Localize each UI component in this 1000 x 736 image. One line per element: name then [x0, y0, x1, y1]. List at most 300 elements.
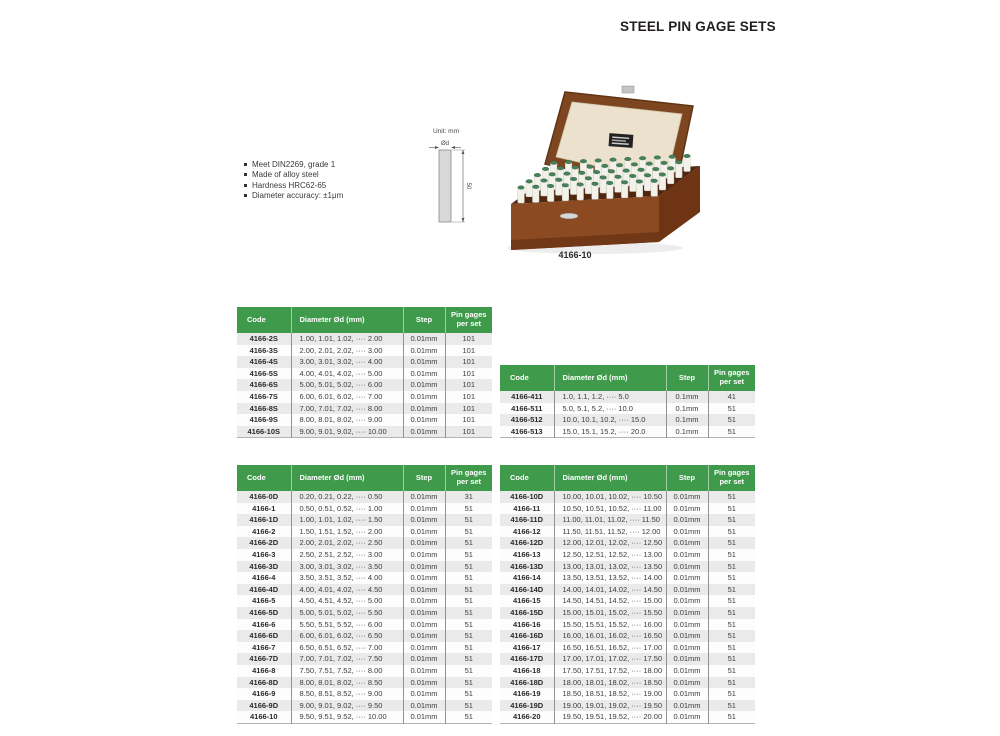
cell-step: 0.01mm — [403, 356, 445, 368]
cell-dia: 1.00, 1.01, 1.02, ···· 2.00 — [291, 333, 403, 345]
cell-dia: 16.50, 16.51, 16.52, ···· 17.00 — [554, 642, 666, 654]
cell-code: 4166-12 — [500, 526, 554, 538]
cell-step: 0.01mm — [403, 572, 445, 584]
feature-item — [244, 191, 343, 201]
cell-set: 51 — [708, 403, 755, 415]
cell-dia: 11.50, 11.51, 11.52, ···· 12.00 — [554, 526, 666, 538]
cell-dia: 15.0, 15.1, 15.2, ···· 20.0 — [554, 426, 666, 438]
cell-step: 0.01mm — [403, 414, 445, 426]
cell-step: 0.1mm — [666, 426, 708, 438]
table-row — [237, 356, 492, 368]
pin-gage — [518, 188, 525, 204]
cell-dia: 7.50, 7.51, 7.52, ···· 8.00 — [291, 665, 403, 677]
cell-set: 51 — [445, 503, 492, 515]
pin-gage-cap — [556, 178, 563, 182]
cell-set: 51 — [445, 549, 492, 561]
pin-gage — [556, 180, 563, 196]
lid-label — [609, 133, 634, 148]
cell-dia: 12.00, 12.01, 12.02, ···· 12.50 — [554, 537, 666, 549]
pin-gage-cap — [565, 160, 572, 164]
cell-step: 0.1mm — [666, 391, 708, 403]
pin-gage-cap — [654, 156, 661, 160]
cell-step: 0.01mm — [666, 549, 708, 561]
pin-gage-cap — [684, 154, 691, 158]
table-row — [500, 630, 755, 642]
cell-step: 0.01mm — [403, 584, 445, 596]
pin-gage-cap — [646, 162, 653, 166]
cell-dia: 11.00, 11.01, 11.02, ···· 11.50 — [554, 514, 666, 526]
cell-set: 51 — [708, 665, 755, 677]
pin-gage-cap — [570, 177, 577, 181]
cell-step: 0.01mm — [403, 391, 445, 403]
cell-set: 51 — [708, 642, 755, 654]
table-header-row — [500, 465, 755, 491]
square-bullet-icon — [244, 163, 247, 166]
pin-gage-cap — [669, 155, 676, 159]
feature-item — [244, 160, 343, 170]
cell-code: 4166-7 — [237, 642, 291, 654]
square-bullet-icon — [244, 173, 247, 176]
table-row — [500, 526, 755, 538]
lid-clasp — [622, 86, 634, 93]
cell-set: 41 — [708, 391, 755, 403]
cell-code: 4166-5 — [237, 595, 291, 607]
cell-code: 4166-513 — [500, 426, 554, 438]
cell-set: 101 — [445, 333, 492, 345]
pin-gage-cap — [551, 161, 558, 165]
cell-code: 4166-512 — [500, 414, 554, 426]
pin-gage-cap — [616, 163, 623, 167]
table-row — [500, 584, 755, 596]
cell-set: 51 — [708, 711, 755, 723]
cell-code: 4166-14 — [500, 572, 554, 584]
cell-code: 4166-511 — [500, 403, 554, 415]
feature-item — [244, 170, 343, 180]
cell-code: 4166-11 — [500, 503, 554, 515]
cell-step: 0.1mm — [666, 414, 708, 426]
cell-dia: 3.50, 3.51, 3.52, ···· 4.00 — [291, 572, 403, 584]
cell-set: 51 — [445, 688, 492, 700]
cell-step: 0.01mm — [666, 677, 708, 689]
pin-gage-cap — [579, 171, 586, 175]
arrowhead — [462, 218, 465, 222]
cell-step: 0.01mm — [666, 561, 708, 573]
table-row — [237, 653, 492, 665]
cell-step: 0.01mm — [403, 549, 445, 561]
pin-gage-cap — [676, 160, 683, 164]
cell-code: 4166-6D — [237, 630, 291, 642]
cell-set: 51 — [445, 537, 492, 549]
cell-step: 0.01mm — [666, 653, 708, 665]
cell-code: 4166-10 — [237, 711, 291, 723]
table-row — [237, 414, 492, 426]
cell-set: 51 — [708, 607, 755, 619]
cell-code: 4166-9 — [237, 688, 291, 700]
cell-dia: 13.50, 13.51, 13.52, ···· 14.00 — [554, 572, 666, 584]
cell-set: 51 — [708, 503, 755, 515]
cell-set: 51 — [445, 677, 492, 689]
cell-dia: 4.50, 4.51, 4.52, ···· 5.00 — [291, 595, 403, 607]
column-header-code: Code — [237, 307, 291, 333]
cell-dia: 15.50, 15.51, 15.52, ···· 16.00 — [554, 619, 666, 631]
cell-code: 4166-10S — [237, 426, 291, 438]
pin-gage — [676, 162, 683, 178]
cell-dia: 1.00, 1.01, 1.02, ···· 1.50 — [291, 514, 403, 526]
cell-set: 51 — [708, 426, 755, 438]
column-header-step: Step — [666, 365, 708, 391]
table-row — [500, 491, 755, 503]
page-title: STEEL PIN GAGE SETS — [620, 19, 776, 34]
table-row — [237, 700, 492, 712]
pin-shape — [439, 150, 451, 222]
table-row — [500, 607, 755, 619]
cell-dia: 2.50, 2.51, 2.52, ···· 3.00 — [291, 549, 403, 561]
pin-gage-cap — [577, 183, 584, 187]
cell-dia: 5.00, 5.01, 5.02, ···· 5.50 — [291, 607, 403, 619]
table-row — [500, 711, 755, 723]
cell-step: 0.01mm — [403, 607, 445, 619]
cell-dia: 2.00, 2.01, 2.02, ···· 2.50 — [291, 537, 403, 549]
cell-code: 4166-11D — [500, 514, 554, 526]
table-row — [237, 630, 492, 642]
cell-code: 4166-4S — [237, 356, 291, 368]
cell-step: 0.01mm — [666, 526, 708, 538]
cell-code: 4166-19 — [500, 688, 554, 700]
cell-set: 51 — [445, 607, 492, 619]
feature-text: Meet DIN2269, grade 1 — [252, 160, 336, 169]
table-row — [500, 700, 755, 712]
table-row — [237, 711, 492, 723]
pin-gage — [585, 178, 592, 194]
cell-code: 4166-13D — [500, 561, 554, 573]
pin-gage — [644, 175, 651, 191]
product-caption: 4166-10 — [558, 250, 592, 260]
cell-dia: 10.00, 10.01, 10.02, ···· 10.50 — [554, 491, 666, 503]
cell-set: 101 — [445, 368, 492, 380]
cell-dia: 0.50, 0.51, 0.52, ···· 1.00 — [291, 503, 403, 515]
column-header-per-set: Pin gages per set — [445, 465, 492, 491]
table-row — [500, 391, 755, 403]
cell-code: 4166-6 — [237, 619, 291, 631]
cell-code: 4166-3D — [237, 561, 291, 573]
pin-gage — [600, 178, 607, 194]
cell-dia: 8.50, 8.51, 8.52, ···· 9.00 — [291, 688, 403, 700]
table-row — [500, 688, 755, 700]
column-header-diameter: Diameter Ød (mm) — [554, 365, 666, 391]
cell-dia: 1.0, 1.1, 1.2, ···· 5.0 — [554, 391, 666, 403]
cell-dia: 17.50, 17.51, 17.52, ···· 18.00 — [554, 665, 666, 677]
feature-text: Diameter accuracy: ±1μm — [252, 190, 344, 200]
pin-gage — [577, 185, 584, 201]
cell-code: 4166-15D — [500, 607, 554, 619]
pin-gage — [667, 168, 674, 184]
cell-step: 0.01mm — [403, 333, 445, 345]
cell-code: 4166-16 — [500, 619, 554, 631]
cell-step: 0.01mm — [403, 595, 445, 607]
table-header-row — [237, 307, 492, 333]
pin-gage-cap — [572, 166, 579, 170]
cell-code: 4166-1D — [237, 514, 291, 526]
cell-step: 0.01mm — [403, 503, 445, 515]
cell-step: 0.01mm — [666, 595, 708, 607]
cell-code: 4166-2 — [237, 526, 291, 538]
cell-dia: 4.00, 4.01, 4.02, ···· 4.50 — [291, 584, 403, 596]
table-header-row — [237, 465, 492, 491]
table-row — [500, 561, 755, 573]
cell-step: 0.01mm — [666, 537, 708, 549]
diagram-unit-label: Unit: mm — [433, 128, 459, 135]
cell-step: 0.01mm — [666, 572, 708, 584]
cell-step: 0.01mm — [403, 677, 445, 689]
cell-set: 101 — [445, 403, 492, 415]
pin-dimension-diagram — [428, 137, 476, 232]
table-row — [500, 403, 755, 415]
pin-gage-cap — [562, 184, 569, 188]
cell-code: 4166-8 — [237, 665, 291, 677]
pin-gage-cap — [625, 157, 632, 161]
cell-set: 51 — [445, 595, 492, 607]
cell-dia: 1.50, 1.51, 1.52, ···· 2.00 — [291, 526, 403, 538]
cell-code: 4166-10D — [500, 491, 554, 503]
cell-set: 51 — [708, 572, 755, 584]
cell-dia: 6.50, 6.51, 6.52, ···· 7.00 — [291, 642, 403, 654]
cell-step: 0.01mm — [666, 514, 708, 526]
cell-code: 4166-4 — [237, 572, 291, 584]
cell-step: 0.01mm — [403, 653, 445, 665]
cell-set: 51 — [708, 414, 755, 426]
pin-gage-cap — [653, 167, 660, 171]
pin-gage-cap — [564, 172, 571, 176]
table-row — [500, 677, 755, 689]
arrowhead — [451, 146, 455, 149]
cell-step: 0.01mm — [403, 491, 445, 503]
table-row — [500, 642, 755, 654]
cell-step: 0.01mm — [666, 688, 708, 700]
table-row — [237, 345, 492, 357]
column-header-code: Code — [500, 365, 554, 391]
cell-code: 4166-19D — [500, 700, 554, 712]
cell-set: 51 — [708, 630, 755, 642]
pin-gage-cap — [593, 170, 600, 174]
cell-step: 0.01mm — [666, 503, 708, 515]
column-header-per-set: Pin gages per set — [445, 307, 492, 333]
table-row — [237, 584, 492, 596]
cell-set: 51 — [445, 572, 492, 584]
pin-gage-cap — [630, 174, 637, 178]
table-row — [500, 503, 755, 515]
cell-step: 0.1mm — [666, 403, 708, 415]
cell-dia: 4.00, 4.01, 4.02, ···· 5.00 — [291, 368, 403, 380]
pin-gage-cap — [585, 177, 592, 181]
column-header-diameter: Diameter Ød (mm) — [291, 307, 403, 333]
column-header-per-set: Pin gages per set — [708, 465, 755, 491]
column-header-code: Code — [500, 465, 554, 491]
table-row — [500, 572, 755, 584]
pin-gage-cap — [644, 174, 651, 178]
cell-set: 101 — [445, 426, 492, 438]
table-row — [500, 619, 755, 631]
pin-gage — [630, 176, 637, 192]
cell-dia: 9.00, 9.01, 9.02, ···· 10.00 — [291, 426, 403, 438]
pin-gage-cap — [608, 170, 615, 174]
table-row — [500, 514, 755, 526]
cell-dia: 14.50, 14.51, 14.52, ···· 15.00 — [554, 595, 666, 607]
cell-step: 0.01mm — [403, 426, 445, 438]
pin-gage-cap — [600, 176, 607, 180]
cell-code: 4166-20 — [500, 711, 554, 723]
cell-set: 51 — [445, 711, 492, 723]
cell-code: 4166-2D — [237, 537, 291, 549]
pin-gage-cap — [587, 165, 594, 169]
cell-dia: 7.00, 7.01, 7.02, ···· 8.00 — [291, 403, 403, 415]
pin-gage — [592, 184, 599, 200]
feature-text: Made of alloy steel — [252, 170, 319, 180]
cell-set: 51 — [445, 526, 492, 538]
cell-step: 0.01mm — [666, 665, 708, 677]
cell-set: 51 — [445, 630, 492, 642]
cell-dia: 0.20, 0.21, 0.22, ···· 0.50 — [291, 491, 403, 503]
pin-gage — [684, 156, 691, 172]
cell-dia: 19.50, 19.51, 19.52, ···· 20.00 — [554, 711, 666, 723]
cell-dia: 10.50, 10.51, 10.52, ···· 11.00 — [554, 503, 666, 515]
cell-set: 51 — [445, 561, 492, 573]
cell-set: 51 — [708, 491, 755, 503]
cell-step: 0.01mm — [403, 345, 445, 357]
cell-step: 0.01mm — [403, 368, 445, 380]
cell-set: 51 — [708, 537, 755, 549]
cell-set: 101 — [445, 379, 492, 391]
cell-step: 0.01mm — [403, 642, 445, 654]
cell-dia: 3.00, 3.01, 3.02, ···· 3.50 — [291, 561, 403, 573]
cell-set: 51 — [708, 595, 755, 607]
cell-step: 0.01mm — [403, 711, 445, 723]
cell-dia: 6.00, 6.01, 6.02, ···· 6.50 — [291, 630, 403, 642]
cell-code: 4166-2S — [237, 333, 291, 345]
pin-gage — [621, 182, 628, 198]
cell-code: 4166-18D — [500, 677, 554, 689]
pin-gage-cap — [667, 167, 674, 171]
cell-dia: 5.00, 5.01, 5.02, ···· 6.00 — [291, 379, 403, 391]
cell-step: 0.01mm — [403, 630, 445, 642]
pin-gage-cap — [623, 169, 630, 173]
cell-step: 0.01mm — [403, 403, 445, 415]
cell-set: 51 — [708, 677, 755, 689]
pin-gage-table-51pc-large-sets — [500, 465, 755, 724]
diameter-dim-label: Ød — [440, 141, 450, 147]
cell-set: 101 — [445, 414, 492, 426]
pin-gage-cap — [607, 181, 614, 185]
pin-gage-cap — [592, 182, 599, 186]
table-row — [237, 491, 492, 503]
feature-list — [244, 160, 343, 201]
cell-dia: 17.00, 17.01, 17.02, ···· 17.50 — [554, 653, 666, 665]
cell-dia: 9.00, 9.01, 9.02, ···· 9.50 — [291, 700, 403, 712]
cell-dia: 5.0, 5.1, 5.2, ···· 10.0 — [554, 403, 666, 415]
cell-dia: 6.00, 6.01, 6.02, ···· 7.00 — [291, 391, 403, 403]
length-dim-label: 50 — [465, 182, 471, 190]
cell-dia: 16.00, 16.01, 16.02, ···· 16.50 — [554, 630, 666, 642]
cell-step: 0.01mm — [403, 619, 445, 631]
cell-step: 0.01mm — [403, 688, 445, 700]
pin-gage-table-0-1mm-step-sets — [500, 365, 755, 438]
cell-dia: 5.50, 5.51, 5.52, ···· 6.00 — [291, 619, 403, 631]
pin-gage-cap — [621, 181, 628, 185]
column-header-code: Code — [237, 465, 291, 491]
cell-code: 4166-1 — [237, 503, 291, 515]
cell-dia: 7.00, 7.01, 7.02, ···· 7.50 — [291, 653, 403, 665]
pin-gage-cap — [534, 173, 541, 177]
cell-set: 51 — [445, 642, 492, 654]
table-row — [237, 503, 492, 515]
column-header-diameter: Diameter Ød (mm) — [554, 465, 666, 491]
cell-code: 4166-7D — [237, 653, 291, 665]
feature-item — [244, 181, 343, 191]
pin-gage — [651, 181, 658, 197]
table-row — [237, 607, 492, 619]
table-row — [237, 572, 492, 584]
cell-code: 4166-6S — [237, 379, 291, 391]
cell-set: 101 — [445, 356, 492, 368]
cell-code: 4166-15 — [500, 595, 554, 607]
pin-gage — [533, 187, 540, 203]
table-row — [237, 379, 492, 391]
pin-gage-table-51pc-small-sets — [237, 465, 492, 724]
pin-gage-cap — [595, 159, 602, 163]
cell-set: 51 — [445, 653, 492, 665]
table-row — [237, 642, 492, 654]
cell-code: 4166-5D — [237, 607, 291, 619]
cell-set: 51 — [445, 700, 492, 712]
pin-gage — [636, 182, 643, 198]
table-row — [500, 549, 755, 561]
cell-step: 0.01mm — [666, 642, 708, 654]
cell-dia: 12.50, 12.51, 12.52, ···· 13.00 — [554, 549, 666, 561]
cell-set: 101 — [445, 391, 492, 403]
cell-code: 4166-5S — [237, 368, 291, 380]
cell-set: 51 — [708, 584, 755, 596]
cell-step: 0.01mm — [403, 379, 445, 391]
cell-code: 4166-3 — [237, 549, 291, 561]
table-row — [237, 368, 492, 380]
table-row — [500, 537, 755, 549]
cell-set: 51 — [708, 653, 755, 665]
table-row — [237, 333, 492, 345]
cell-step: 0.01mm — [403, 537, 445, 549]
table-row — [237, 688, 492, 700]
cell-dia: 9.50, 9.51, 9.52, ···· 10.00 — [291, 711, 403, 723]
cell-dia: 8.00, 8.01, 8.02, ···· 9.00 — [291, 414, 403, 426]
table-row — [500, 595, 755, 607]
square-bullet-icon — [244, 194, 247, 197]
pin-gage-cap — [639, 156, 646, 160]
cell-code: 4166-0D — [237, 491, 291, 503]
cell-code: 4166-14D — [500, 584, 554, 596]
cell-dia: 19.00, 19.01, 19.02, ···· 19.50 — [554, 700, 666, 712]
cell-step: 0.01mm — [666, 619, 708, 631]
cell-dia: 13.00, 13.01, 13.02, ···· 13.50 — [554, 561, 666, 573]
cell-step: 0.01mm — [403, 700, 445, 712]
pin-gage-cap — [547, 184, 554, 188]
column-header-step: Step — [403, 307, 445, 333]
pin-gage — [541, 181, 548, 197]
cell-set: 51 — [708, 526, 755, 538]
column-header-per-set: Pin gages per set — [708, 365, 755, 391]
cell-step: 0.01mm — [666, 630, 708, 642]
pin-gage-cap — [610, 158, 617, 162]
table-row — [237, 426, 492, 438]
cell-set: 51 — [708, 549, 755, 561]
pin-gage — [526, 181, 533, 197]
